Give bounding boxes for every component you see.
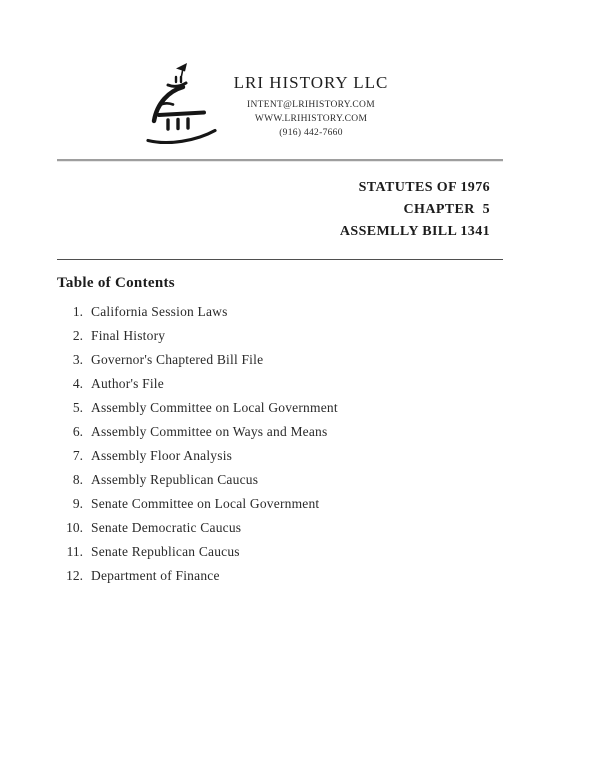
toc-item-number: 5. xyxy=(72,400,83,415)
toc-item xyxy=(57,324,477,348)
toc-item-number: 2. xyxy=(72,328,83,343)
company-name: LRI HISTORY LLC xyxy=(233,73,389,92)
toc-item xyxy=(57,516,477,540)
toc-item-label: Senate Republican Caucus xyxy=(91,544,240,559)
toc-item xyxy=(57,372,477,396)
toc-item xyxy=(57,444,477,468)
toc-item xyxy=(57,348,477,372)
toc-item xyxy=(57,468,477,492)
toc-item xyxy=(57,300,477,324)
toc-item-label: Assembly Committee on Local Government xyxy=(91,400,338,415)
toc-item-label: California Session Laws xyxy=(91,304,228,319)
toc-item-number: 6. xyxy=(72,424,83,439)
toc-item-number: 7. xyxy=(72,448,83,463)
email-text: INTENT@LRIHISTORY.COM xyxy=(247,100,375,110)
bill-line: ASSEMLLY BILL 1341 xyxy=(339,224,490,239)
toc-item xyxy=(57,420,477,444)
toc-item xyxy=(57,396,477,420)
toc-item-number: 4. xyxy=(72,376,83,391)
toc-item-label: Assembly Republican Caucus xyxy=(91,472,259,487)
toc-item-number: 1. xyxy=(72,304,83,319)
statute-reference-block xyxy=(340,177,490,243)
logo-flag xyxy=(176,63,187,72)
phone-text: (916) 442-7660 xyxy=(279,128,343,138)
toc-item-number: 8. xyxy=(72,472,83,487)
toc-title: Table of Contents xyxy=(57,275,175,291)
toc-item-number: 9. xyxy=(72,496,83,511)
toc-item-label: Author's File xyxy=(91,376,164,391)
toc-item-label: Senate Democratic Caucus xyxy=(91,520,242,535)
toc-item-label: Final History xyxy=(91,328,166,343)
toc-item xyxy=(57,492,477,516)
toc-item-label: Assembly Committee on Ways and Means xyxy=(91,424,328,439)
toc-item-label: Department of Finance xyxy=(91,568,220,583)
capitol-dome-icon xyxy=(146,62,218,144)
chapter-line: CHAPTER 5 xyxy=(403,202,490,217)
letterhead xyxy=(225,73,397,140)
statutes-line: STATUTES OF 1976 xyxy=(358,180,490,195)
toc-item-label: Governor's Chaptered Bill File xyxy=(91,352,264,367)
toc-item-label: Assembly Floor Analysis xyxy=(91,448,233,463)
toc-item xyxy=(57,540,477,564)
toc-item-number: 3. xyxy=(72,352,83,367)
toc-item-number: 12. xyxy=(66,568,83,583)
toc-list xyxy=(57,300,477,588)
toc-item-number: 11. xyxy=(66,544,83,559)
toc-item xyxy=(57,564,477,588)
website-text: WWW.LRIHISTORY.COM xyxy=(254,114,368,124)
toc-item-number: 10. xyxy=(66,520,83,535)
top-divider xyxy=(57,159,503,162)
toc-item-label: Senate Committee on Local Government xyxy=(91,496,320,511)
bottom-divider xyxy=(57,259,503,260)
